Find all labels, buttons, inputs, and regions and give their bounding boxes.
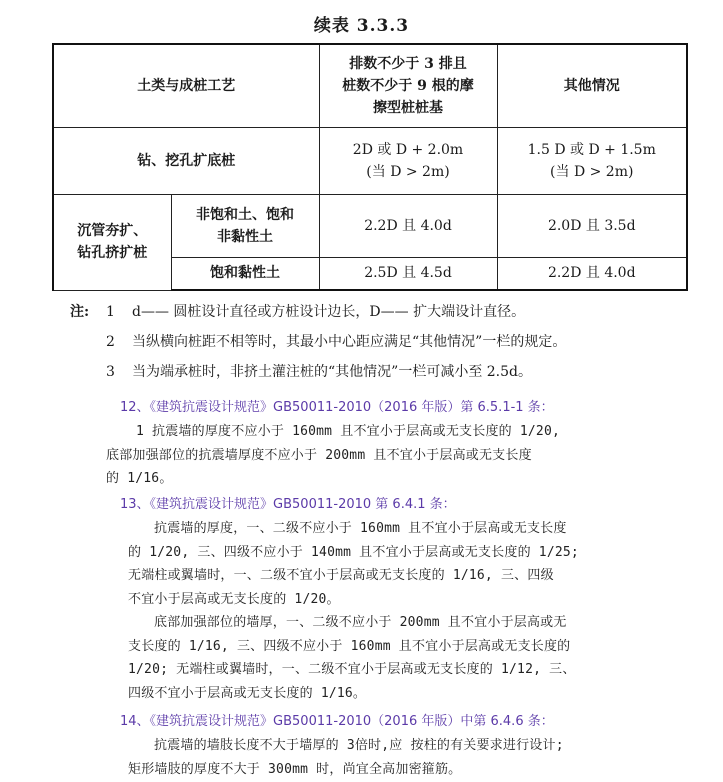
note-item (70, 298, 670, 328)
note-number: 2 (106, 334, 115, 350)
header-line: 桩数不少于 9 根的摩 (342, 77, 474, 94)
note-text: 当纵横向桩距不相等时，其最小中心距应满足“其他情况”一栏的规定。 (132, 334, 567, 350)
clause-title: 13、《建筑抗震设计规范》GB50011-2010 第 6.4.1 条： (120, 497, 456, 512)
sub-line: 非黏性土 (217, 228, 273, 245)
text-line: 的 1/16。 (106, 471, 173, 486)
table-cell: 2.2D 且 4.0d (497, 257, 687, 290)
group-line: 沉管夯扩、 (77, 223, 148, 239)
header-other-cases: 其他情况 (497, 44, 687, 127)
table-notes (70, 298, 670, 388)
note-number: 1 (106, 304, 115, 320)
row-sub-label (171, 194, 319, 257)
text-line: 支长度的 1/16, 三、四级不应小于 160mm 且不宜小于层高或无支长度的 (128, 638, 571, 654)
table-cell: 2.2D 且 4.0d (319, 194, 497, 257)
row-label: 钻、挖孔扩底桩 (53, 127, 319, 194)
text-line: 抗震墙的墙肢长度不大于墙厚的 3倍时,应 按柱的有关要求进行设计; (154, 738, 564, 753)
code-clause-13 (120, 493, 608, 705)
cell-line: 2D 或 D + 2.0m (352, 141, 464, 158)
header-line: 擦型桩桩基 (373, 99, 443, 116)
clause-paragraph (128, 734, 608, 781)
text-line: 四级不宜小于层高或无支长度的 1/16。 (128, 685, 367, 701)
clause-paragraph (128, 517, 608, 611)
table-header-row (53, 44, 687, 127)
pile-spacing-table (52, 43, 688, 291)
cell-line: (当 D > 2m) (550, 163, 634, 180)
clause-title: 14、《建筑抗震设计规范》GB50011-2010（2016 年版）中第 6.4.6 条： (120, 714, 554, 729)
clause-paragraph (106, 420, 608, 491)
code-clause-12 (106, 396, 608, 491)
clause-title: 12、《建筑抗震设计规范》GB50011-2010（2016 年版）第 6.5.1-1 条： (120, 400, 554, 415)
clause-paragraph (128, 611, 608, 705)
table-cell: 2.0D 且 3.5d (497, 194, 687, 257)
sub-line: 非饱和土、饱和 (196, 206, 294, 223)
text-line: 不宜小于层高或无支长度的 1/20。 (128, 591, 340, 607)
note-text: d—— 圆桩设计直径或方桩设计边长，D—— 扩大端设计直径。 (132, 304, 526, 320)
row-sub-label: 饱和黏性土 (171, 257, 319, 290)
table-caption: 续表 3.3.3 (313, 16, 410, 36)
cell-line: 1.5 D 或 D + 1.5m (527, 141, 656, 158)
notes-label: 注: (70, 304, 90, 320)
text-line: 1 抗震墙的厚度不应小于 160mm 且不宜小于层高或无支长度的 1/20, (136, 424, 561, 439)
table-row (53, 127, 687, 194)
table-cell: 2.5D 且 4.5d (319, 257, 497, 290)
note-item (70, 328, 670, 358)
text-line: 底部加强部位的墙厚，一、二级不应小于 200mm 且不宜小于层高或无 (154, 615, 567, 630)
text-line: 的 1/20, 三、四级不应小于 140mm 且不宜小于层高或无支长度的 1/25; (128, 544, 579, 560)
text-line: 1/20; 无端柱或翼墙时，一、二级不宜小于层高或无支长度的 1/12, 三、 (128, 662, 576, 677)
note-number: 3 (106, 364, 115, 380)
text-line: 抗震墙的厚度，一、二级不应小于 160mm 且不宜小于层高或无支长度 (154, 521, 567, 536)
note-item (70, 358, 670, 388)
table-cell (319, 127, 497, 194)
code-clause-14 (120, 710, 608, 781)
table-row (53, 194, 687, 257)
text-line: 矩形墙肢的厚度不大于 300mm 时，尚宜全高加密箍筋。 (128, 761, 462, 777)
row-group-label (53, 194, 171, 290)
cell-line: (当 D > 2m) (366, 163, 450, 180)
text-line: 底部加强部位的抗震墙厚度不应小于 200mm 且不宜小于层高或无支长度 (106, 447, 532, 463)
group-line: 钻孔挤扩桩 (77, 245, 148, 261)
header-line: 排数不少于 3 排且 (349, 55, 467, 72)
header-soil-process: 土类与成桩工艺 (53, 44, 319, 127)
table-cell (497, 127, 687, 194)
text-line: 无端柱或翼墙时，一、二级不宜小于层高或无支长度的 1/16, 三、四级 (128, 568, 554, 583)
note-text: 当为端承桩时，非挤土灌注桩的“其他情况”一栏可减小至 2.5d。 (132, 364, 532, 380)
header-friction-pile (319, 44, 497, 127)
